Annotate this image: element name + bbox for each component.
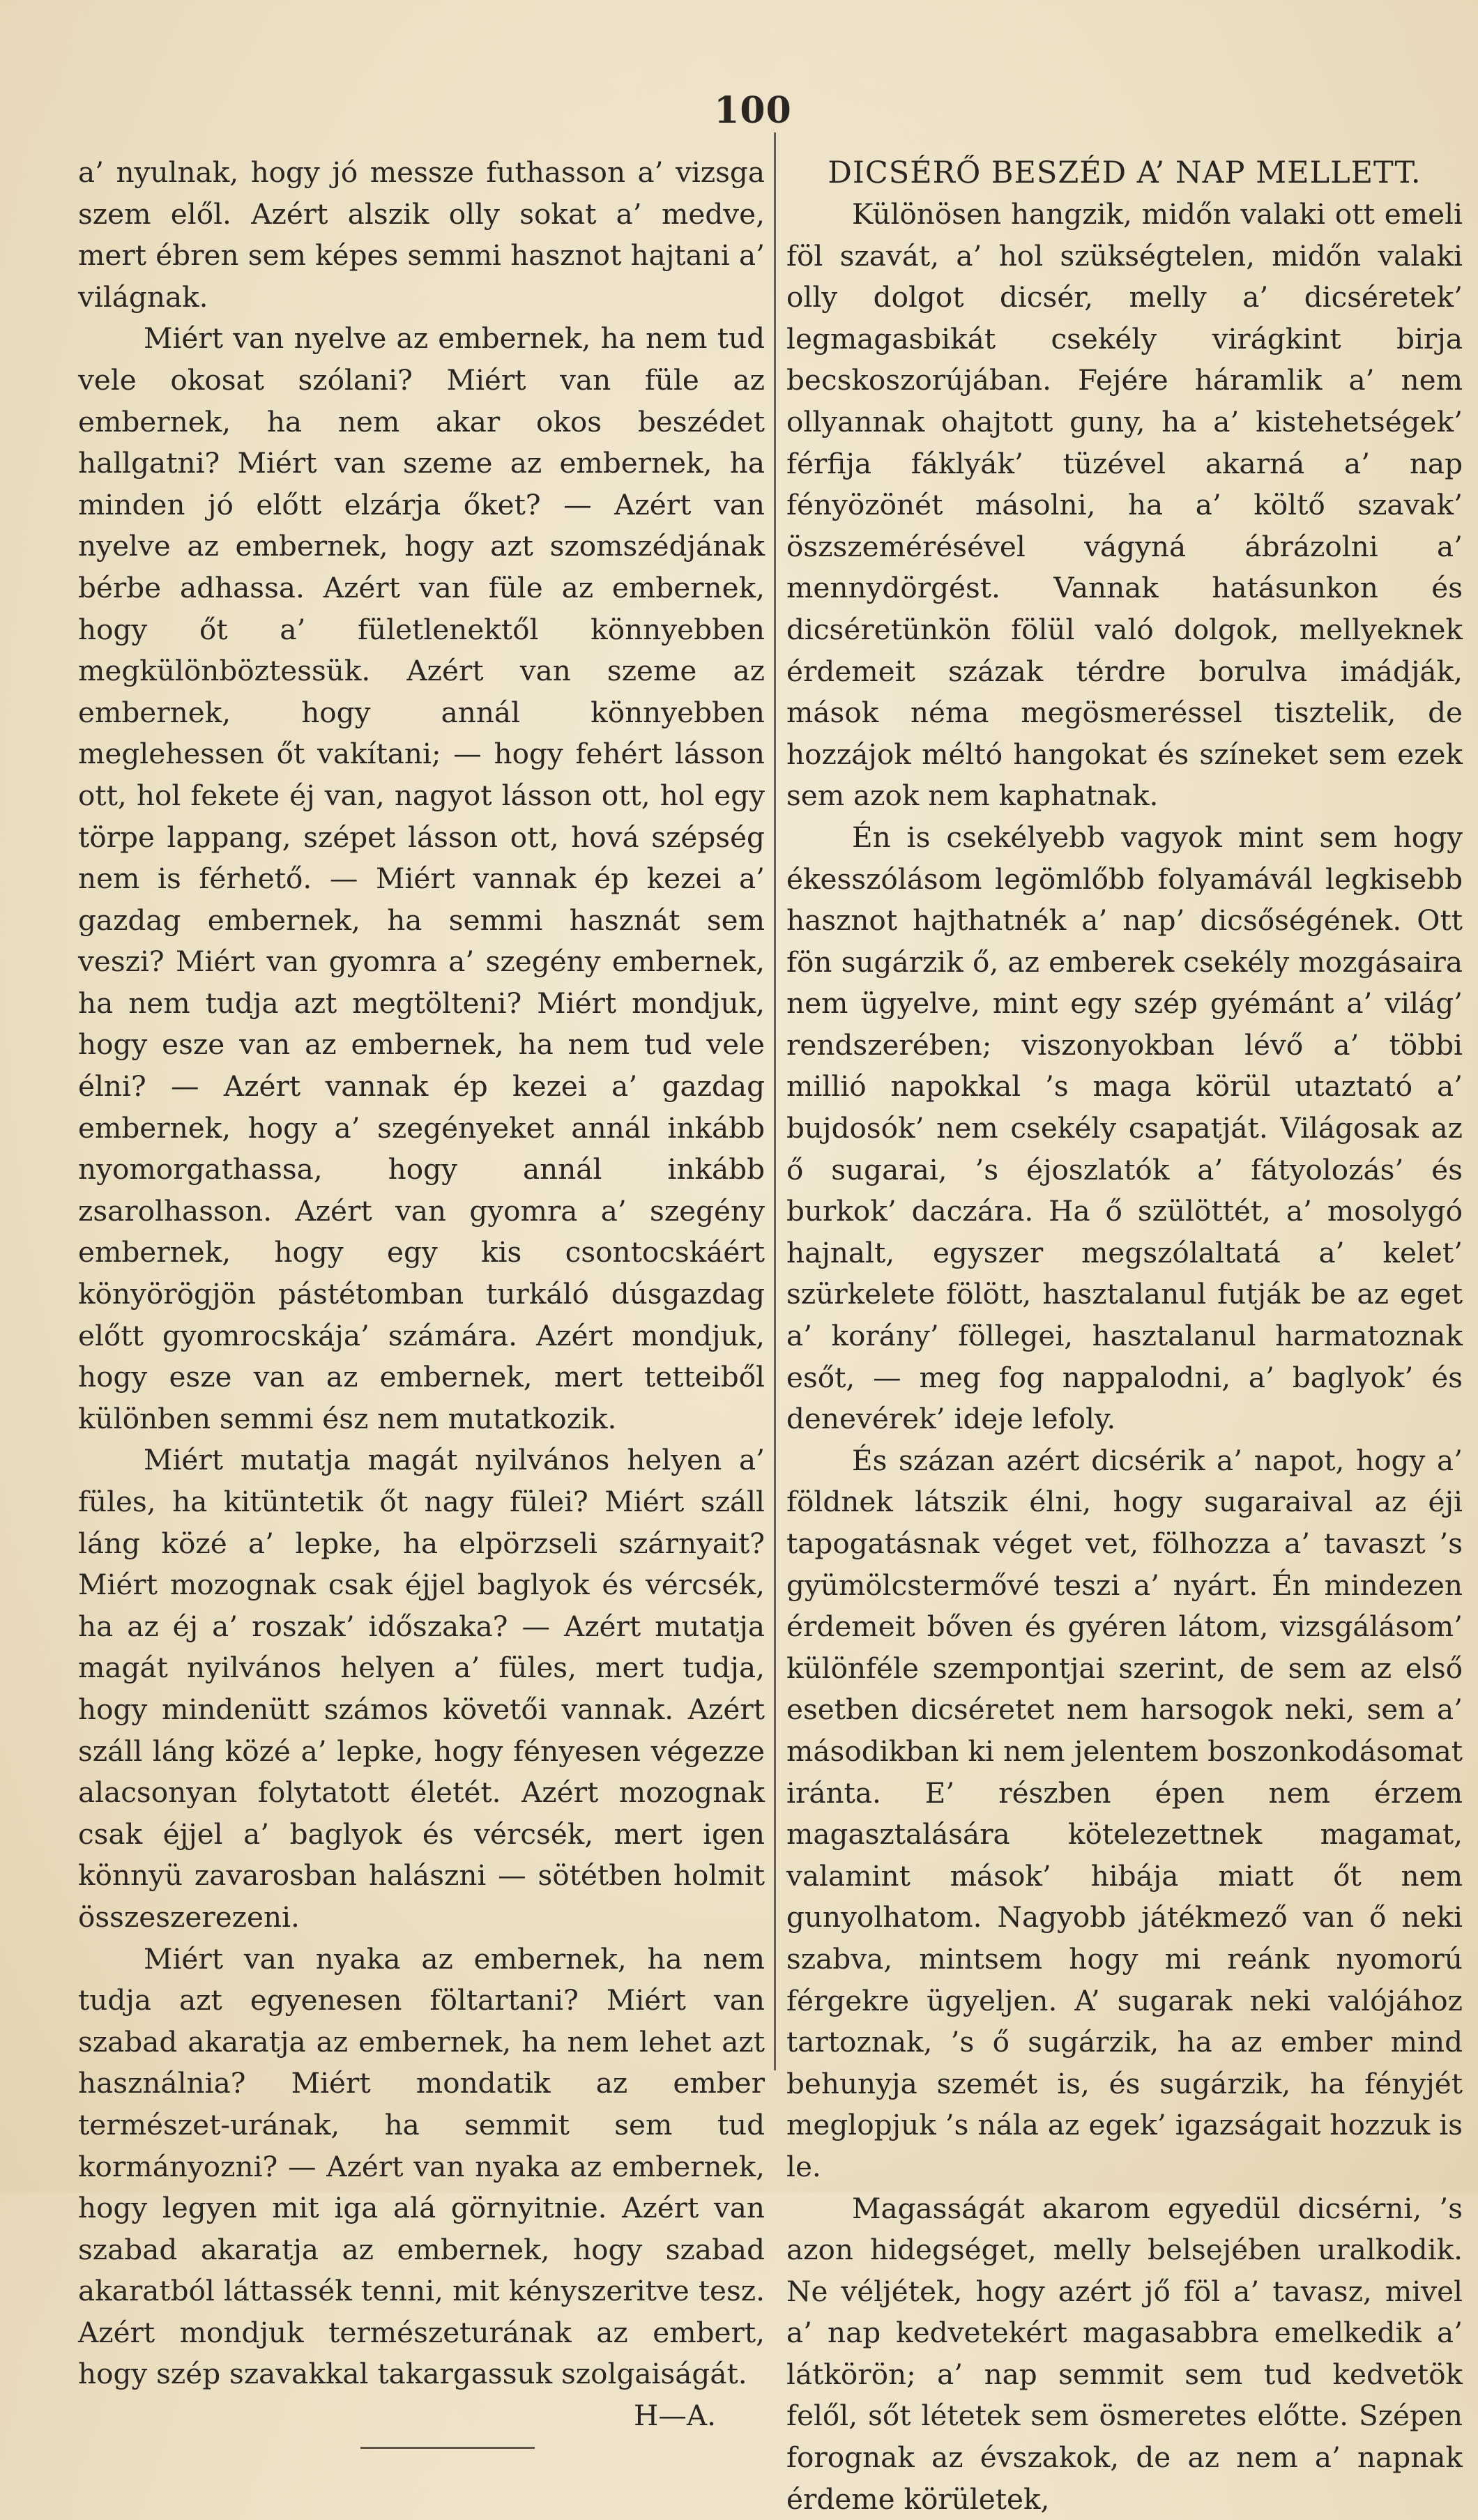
paragraph: Magasságát akarom egyedül dicsérni, ’s azon hidegséget, melly belsejében uralkodik. Ne véljétek, hogy azért jő föl a’ tavasz, mivel a’ nap kedvetekért magasabbra emelkedik a’ látkörön; a’ nap semmit sem tud kedvetök felől, sőt létetek sem ösmeretes előtte. Szépen forognak az évszakok, de az nem a’ napnak érdeme körületek, — [786, 2188, 1463, 2520]
paragraph: Különösen hangzik, midőn valaki ott emeli föl szavát, a’ hol szükségtelen, midőn valaki olly dolgot dicsér, melly a’ dicséretek’ legmagasbikát csekély virágkint birja becskoszorújában. Fejére háramlik a’ nem ollyannak ohajtott guny, ha a’ kistehetségek’ férfija fáklyák’ tüzével akarná a’ nap fényözönét másolni, ha a’ költő szavak’ öszszemérésével vágyná ábrázolni a’ mennydörgést. Vannak hatásunkon és dicséretünkön fölül való dolgok, mellyeknek érdemeit százak térdre borulva imádják, mások néma megösmeréssel tisztelik, de hozzájok méltó hangokat és színeket sem ezek sem azok nem kaphatnak. — [786, 194, 1463, 817]
left-column — [78, 152, 765, 2449]
paragraph: a’ nyulnak, hogy jó messze futhasson a’ vizsga szem elől. Azért alszik olly sokat a’ medve, mert ébren sem képes semmi hasznot hajtani a’ világnak. — [78, 152, 765, 318]
right-column — [786, 152, 1463, 2520]
paragraph: Miért van nyelve az embernek, ha nem tud vele okosat szólani? Miért van füle az embernek, ha nem akar okos beszédet hallgatni? Miért van szeme az embernek, ha minden jó előtt elzárja őket? — Azért van nyelve az embernek, hogy azt szomszédjának bérbe adhassa. Azért van füle az embernek, hogy őt a’ fületlenektől könnyebben megkülönböztessük. Azért van szeme az embernek, hogy annál könnyebben meglehessen őt vakítani; — hogy fehért lásson ott, hol fekete éj van, nagyot lásson ott, hol egy törpe lappang, szépet lásson ott, hová szépség nem is férhető. — Miért vannak ép kezei a’ gazdag embernek, ha semmi hasznát sem veszi? Miért van gyomra a’ szegény embernek, ha nem tudja azt megtölteni? Miért mondjuk, hogy esze van az embernek, ha nem tud vele élni? — Azért vannak ép kezei a’ gazdag embernek, hogy a’ szegényeket annál inkább nyomorgathassa, hogy annál inkább zsarolhasson. Azért van gyomra a’ szegény embernek, hogy egy kis csontocskáért könyörögjön pástétomban turkáló dúsgazdag előtt gyomrocskája’ számára. Azért mondjuk, hogy esze van az embernek, mert tetteiből különben semmi ész nem mutatkozik. — [78, 318, 765, 1440]
section-end-rule — [360, 2447, 535, 2449]
paragraph: Én is csekélyebb vagyok mint sem hogy ékesszólásom legömlőbb folyamávál legkisebb hasznot hajthatnék a’ nap’ dicsőségének. Ott fön sugárzik ő, az emberek csekély mozgásaira nem ügyelve, mint egy szép gyémánt a’ világ’ rendszerében; viszonyokban lévő a’ többi millió napokkal ’s maga körül utaztató a’ bujdosók’ nem csekély csapatját. Világosak az ő sugarai, ’s éjoszlatók a’ fátyolozás’ és burkok’ daczára. Ha ő szülöttét, a’ mosolygó hajnalt, egyszer megszólaltatá a’ kelet’ szürkelete fölött, hasztalanul futják be az eget a’ korány’ föllegei, hasztalanul harmatoznak esőt, — meg fog nappalodni, a’ baglyok’ és denevérek’ ideje lefoly. — [786, 817, 1463, 1440]
page-number: 100 — [711, 89, 795, 132]
author-signature: H—A. — [78, 2395, 765, 2437]
paragraph: Miért mutatja magát nyilvános helyen a’ füles, ha kitüntetik őt nagy fülei? Miért száll láng közé a’ lepke, ha elpörzseli szárnyait? Miért mozognak csak éjjel baglyok és vércsék, ha az éj a’ roszak’ időszaka? — Azért mutatja magát nyilvános helyen a’ füles, mert tudja, hogy mindenütt számos követői vannak. Azért száll láng közé a’ lepke, hogy fényesen végezze alacsonyan folytatott életét. Azért mozognak csak éjjel a’ baglyok és vércsék, mert igen könnyü zavarosban halászni — sötétben holmit összeszerezeni. — [78, 1440, 765, 1938]
paragraph: És százan azért dicsérik a’ napot, hogy a’ földnek látszik élni, hogy sugaraival az éji tapogatásnak véget vet, fölhozza a’ tavaszt ’s gyümölcstermővé teszi a’ nyárt. Én mindezen érdemeit bőven és gyéren látom, vizsgálásom’ különféle szempontjai szerint, de sem az első esetben dicséretet nem harsogok neki, sem a’ másodikban ki nem jelentem boszonkodásomat iránta. E’ részben épen nem érzem magasztalására kötelezettnek magamat, valamint mások’ hibája miatt őt nem gunyolhatom. Nagyobb játékmező van ő neki szabva, mintsem hogy mi reánk nyomorú férgekre ügyeljen. A’ sugarak neki valójához tartoznak, ’s ő sugárzik, ha az ember mind behunyja szemét is, és sugárzik, ha fényjét meglopjuk ’s nála az egek’ igazságait hozzuk is le. — [786, 1440, 1463, 2188]
article-title: DICSÉRŐ BESZÉD A’ NAP MELLETT. — [786, 152, 1463, 194]
column-divider — [774, 132, 776, 2070]
paragraph: Miért van nyaka az embernek, ha nem tudja azt egyenesen föltartani? Miért van szabad akaratja az embernek, ha nem lehet azt használnia? Miért mondatik az ember természet-urának, ha semmit sem tud kormányozni? — Azért van nyaka az embernek, hogy legyen mit iga alá görnyitnie. Azért van szabad akaratja az embernek, hogy szabad akaratból láttassék tenni, mit kényszeritve tesz. Azért mondjuk természeturának az embert, hogy szép szavakkal takargassuk szolgaiságát. — [78, 1939, 765, 2396]
